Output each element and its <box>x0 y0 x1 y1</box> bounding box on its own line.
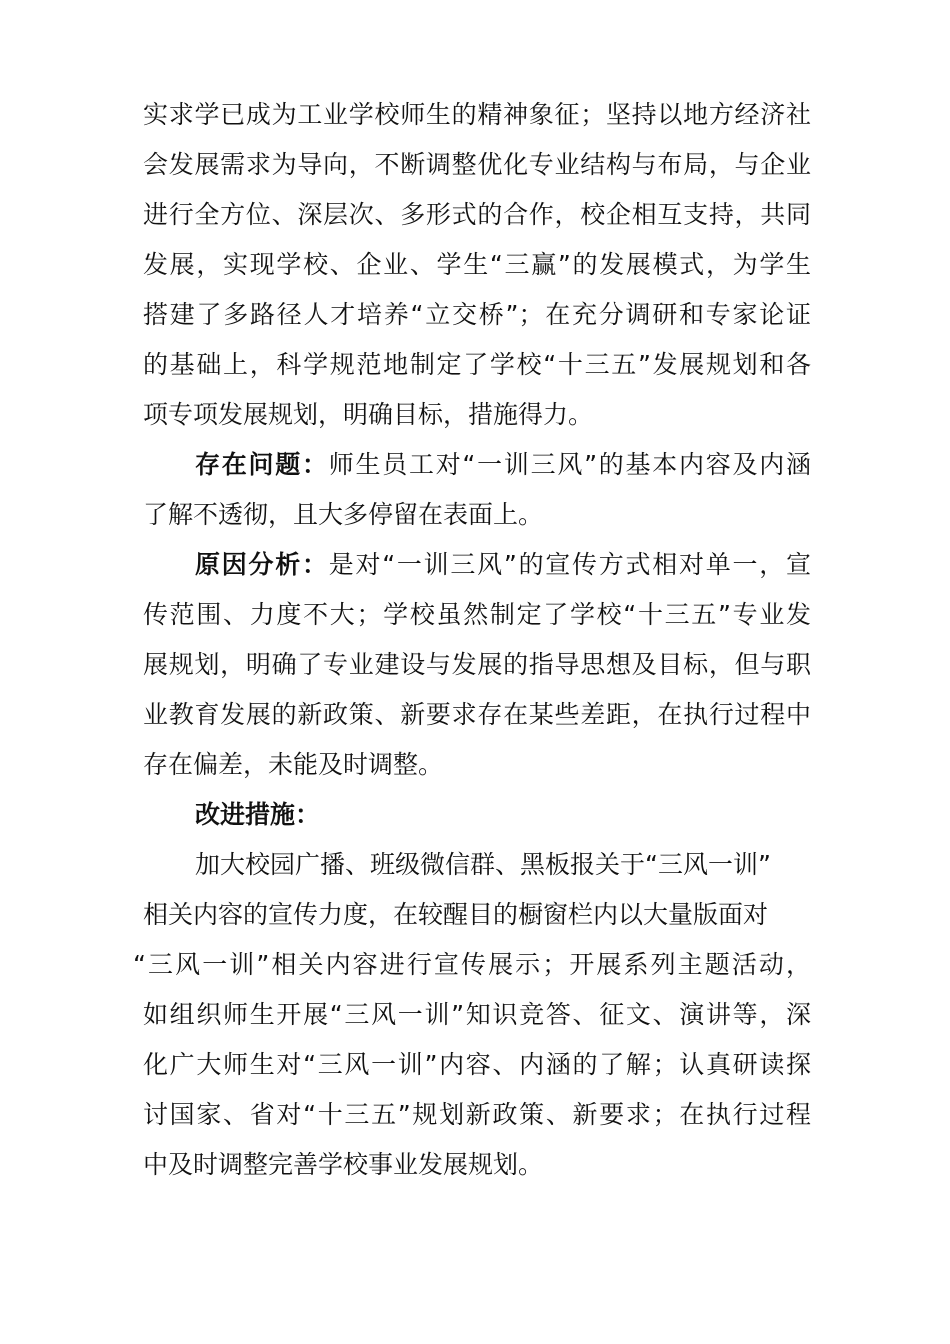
text-line: 中及时调整完善学校事业发展规划。 <box>143 1150 544 1179</box>
text-line: 搭建了多路径人才培养“立交桥”；在充分调研和专家论证 <box>143 300 811 329</box>
paragraph-school-development <box>143 90 811 440</box>
text-line: 相关内容的宣传力度，在较醒目的橱窗栏内以大量版面对 <box>143 900 769 929</box>
paragraph-existing-problems <box>143 440 811 540</box>
text-line: 传范围、力度不大；学校虽然制定了学校“十三五”专业发 <box>143 600 811 629</box>
text-line: 如组织师生开展“三风一训”知识竞答、征文、演讲等，深 <box>143 1000 811 1029</box>
document-page <box>133 90 811 1190</box>
paragraph-improvement-measures <box>133 790 811 1190</box>
text-line: 实求学已成为工业学校师生的精神象征；坚持以地方经济社 <box>143 100 811 129</box>
text-line <box>143 440 811 490</box>
text-line: 存在偏差，未能及时调整。 <box>143 750 444 779</box>
text-line <box>143 790 811 840</box>
text-line: 进行全方位、深层次、多形式的合作，校企相互支持，共同 <box>143 200 811 229</box>
text-line <box>143 540 811 590</box>
paragraph-cause-analysis <box>143 540 811 790</box>
text-line: 化广大师生对“三风一训”内容、内涵的了解；认真研读探 <box>143 1050 811 1079</box>
causes-heading: 原因分析： <box>195 550 329 579</box>
text-line: 业教育发展的新政策、新要求存在某些差距，在执行过程中 <box>143 700 811 729</box>
text-line: “三风一训”相关内容进行宣传展示；开展系列主题活动， <box>133 950 811 979</box>
text-line: 项专项发展规划，明确目标，措施得力。 <box>143 400 594 429</box>
text-line: 讨国家、省对“十三五”规划新政策、新要求；在执行过程 <box>143 1100 811 1129</box>
text-line: 了解不透彻，且大多停留在表面上。 <box>143 500 544 529</box>
text-line: 的基础上，科学规范地制定了学校“十三五”发展规划和各 <box>143 350 811 379</box>
problems-heading: 存在问题： <box>195 450 329 479</box>
problems-text: 师生员工对“一训三风”的基本内容及内涵 <box>328 450 811 479</box>
causes-text: 是对“一训三风”的宣传方式相对单一，宣 <box>328 550 811 579</box>
text-line: 会发展需求为导向，不断调整优化专业结构与布局，与企业 <box>143 150 811 179</box>
text-line: 加大校园广播、班级微信群、黑板报关于“三风一训” <box>195 850 771 879</box>
text-line: 展规划，明确了专业建设与发展的指导思想及目标，但与职 <box>143 650 811 679</box>
text-line: 发展，实现学校、企业、学生“三赢”的发展模式，为学生 <box>143 250 811 279</box>
improvements-heading: 改进措施： <box>195 800 321 829</box>
